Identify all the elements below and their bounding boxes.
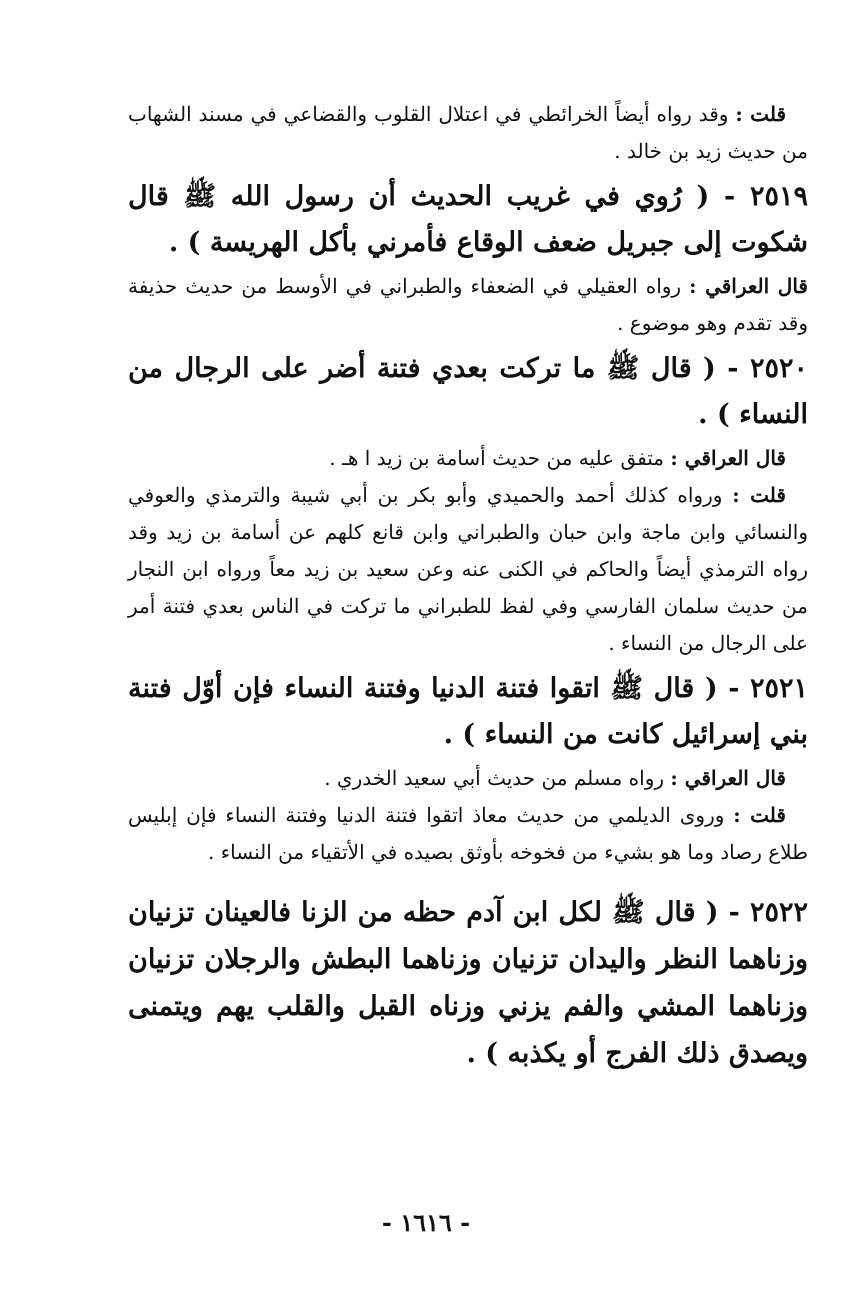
iraqi-label: قال العراقي : xyxy=(670,766,786,790)
hadith-text: ( قال ﷺ ما تركت بعدي فتنة أضر على الرجال من النساء ) . xyxy=(128,353,808,430)
comment-text: وروى الديلمي من حديث معاذ اتقوا فتنة الدنيا وفتنة النساء فإن إبليس طلاع رصاد وما هو بشيء من فخوخه بأوثق بصيده في الأتقياء من النساء . xyxy=(128,803,808,864)
comment-paragraph xyxy=(128,797,808,871)
page-number: - ١٦١٦ - xyxy=(381,1208,471,1237)
hadith-text: ( قال ﷺ اتقوا فتنة الدنيا وفتنة النساء فإن أوّل فتنة بني إسرائيل كانت من النساء ) . xyxy=(128,673,808,750)
iraqi-label: قال العراقي : xyxy=(670,446,786,470)
iraqi-paragraph xyxy=(128,268,808,342)
hadith-number: ٢٥١٩ - xyxy=(709,181,808,212)
iraqi-text: رواه العقيلي في الضعفاء والطبراني في الأوسط من حديث حذيفة وقد تقدم وهو موضوع . xyxy=(128,274,808,335)
comment-text: وقد رواه أيضاً الخرائطي في اعتلال القلوب والقضاعي في مسند الشهاب من حديث زيد بن خالد . xyxy=(128,102,808,163)
hadith-text: ( قال ﷺ لكل ابن آدم حظه من الزنا فالعينان تزنيان وزناهما النظر واليدان تزنيان وزناهما البطش والرجلان تزنيان وزناهما المشي والفم يزني وزناه القبل والقلب يهم ويتمنى ويصدق ذلك الفرج أو يكذبه ) . xyxy=(128,897,808,1069)
hadith-2521 xyxy=(128,666,808,758)
hadith-2519 xyxy=(128,174,808,266)
comment-label: قلت : xyxy=(732,483,786,507)
hadith-number: ٢٥٢١ - xyxy=(717,673,808,704)
hadith-2522 xyxy=(128,889,808,1077)
page-body xyxy=(128,96,808,1079)
comment-label: قلت : xyxy=(733,803,786,827)
iraqi-label: قال العراقي : xyxy=(689,274,808,298)
iraqi-text: متفق عليه من حديث أسامة بن زيد ا هـ . xyxy=(329,446,671,470)
hadith-2520 xyxy=(128,346,808,438)
comment-paragraph xyxy=(128,96,808,170)
hadith-number: ٢٥٢٢ - xyxy=(718,897,808,928)
iraqi-paragraph xyxy=(128,440,808,477)
comment-text: ورواه كذلك أحمد والحميدي وأبو بكر بن أبي شيبة والترمذي والعوفي والنسائي وابن ماجة وابن حبان والطبراني وابن قانع كلهم عن أسامة بن زيد وقد رواه الترمذي أيضاً والحاكم في الكنى عنه وعن سعيد بن زيد معاً ورواه ابن النجار من حديث سلمان الفارسي وفي لفظ للطبراني ما تركت في الناس بعدي فتنة أمر على الرجال من النساء . xyxy=(128,483,808,655)
comment-paragraph xyxy=(128,477,808,662)
iraqi-paragraph xyxy=(128,760,808,797)
hadith-number: ٢٥٢٠ - xyxy=(715,353,808,384)
iraqi-text: رواه مسلم من حديث أبي سعيد الخدري . xyxy=(324,766,671,790)
hadith-text: ( رُوي في غريب الحديث أن رسول الله ﷺ قال شكوت إلى جبريل ضعف الوقاع فأمرني بأكل الهريسة ) . xyxy=(128,181,808,258)
comment-label: قلت : xyxy=(735,102,787,126)
